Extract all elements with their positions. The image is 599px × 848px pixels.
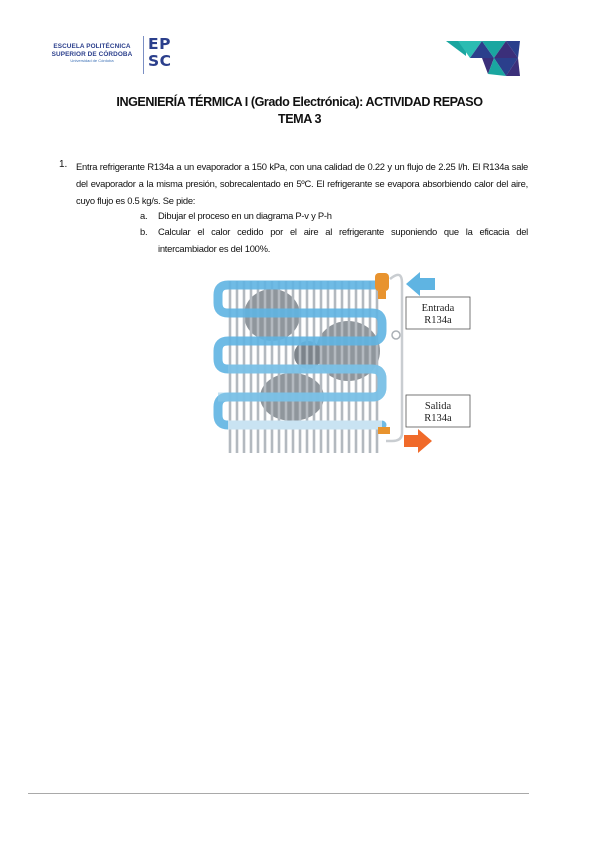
university-name: Universidad de Córdoba [70,58,114,63]
logo-separator [143,36,144,74]
footer-divider [28,793,529,794]
document-subtitle: TEMA 3 [277,112,321,126]
item-a-marker: a. [140,210,148,221]
item-a-text: Dibujar el proceso en un diagrama P-v y P-h [158,210,332,221]
inlet-label-line1: Entrada [421,303,455,314]
evaporator-diagram [210,265,480,455]
inlet-arrow-icon [406,272,435,296]
epsc-top: EP [148,35,171,53]
question-number: 1. [59,159,68,170]
item-b-text: Calcular el calor cedido por el aire al refrigerante suponiendo que la eficacia del intercambiador es del 100%. [158,226,528,254]
school-name-line1: ESCUELA POLITÉCNICA [53,43,131,50]
return-line [386,275,402,441]
outlet-label-line1: Salida [424,401,452,412]
item-b-marker: b. [140,226,148,237]
document-title: INGENIERÍA TÉRMICA I (Grado Electrónica): ACTIVIDAD REPASO [116,95,483,109]
triangle-logo-icon [446,38,524,78]
question-text: Entra refrigerante R134a a un evaporador a 150 kPa, con una calidad de 0.22 y un flujo de 2.25 l/h. El R134a sale del evaporador a la misma presión, sobrecalentado en 5ºC. El refrigerante se evapora absorbiendo calor del aire, cuyo flujo es 0.5 kg/s. Se pide: [76,161,528,206]
school-logo [46,36,176,76]
outlet-fitting-icon [378,427,390,434]
epsc-mark [148,36,172,70]
epsc-bottom: SC [148,52,172,70]
outlet-arrow-icon [404,429,432,453]
inlet-label-line2: R134a [424,315,452,326]
school-name-line2: SUPERIOR DE CÓRDOBA [51,50,133,58]
outlet-label-line2: R134a [424,413,452,424]
